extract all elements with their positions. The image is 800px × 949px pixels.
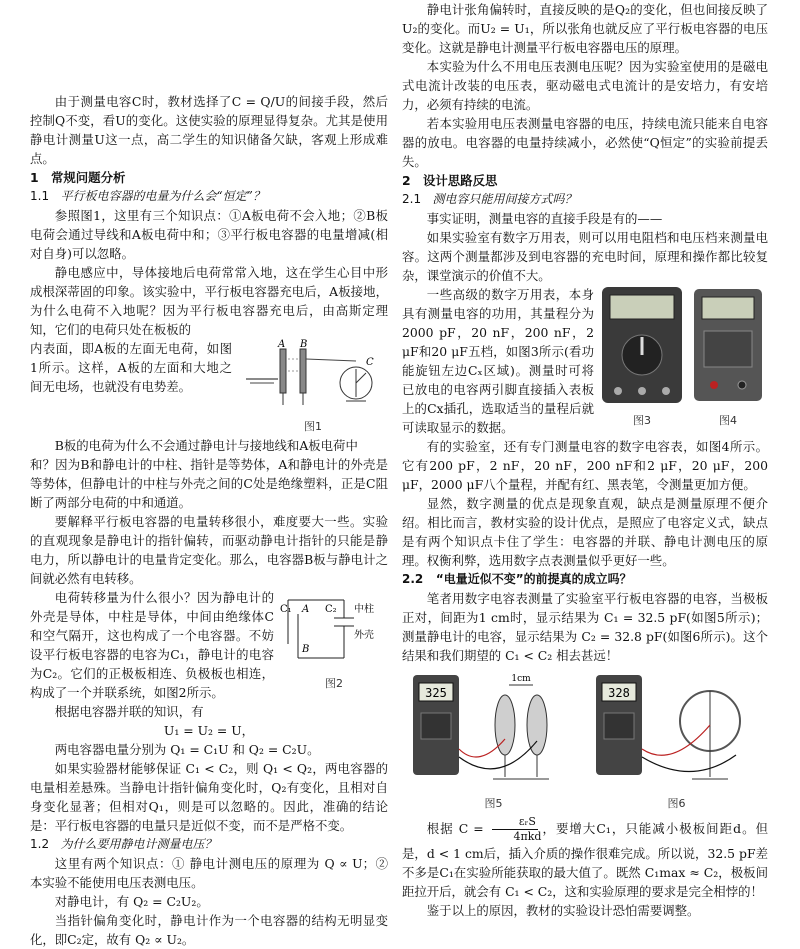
figure-5-reading: 325	[424, 686, 447, 700]
figure-6-caption: 图6	[667, 797, 686, 810]
formula-denominator: 4πkd	[513, 830, 542, 843]
paragraph-r6: 一些高级的数字万用表，本身具有测量电容的功用，其量程分为2000 pF，20 nF，200 nF，2 μF和20 μF五档，如图3所示(看功能旋钮左边Cₓ区域)。测量时可将已放电的电容两引脚直接插入表板上的Cx插孔，选取适当的量程后就可读取显示的数据。	[402, 287, 594, 435]
paragraph-p2b: 内表面，即A板的左面无电荷，如图1所示。这样，A板的左面和大地之间无电场，也就没有电势差。	[30, 341, 232, 394]
figure-4-capacitance-meter	[690, 285, 766, 405]
subsection-1-1-number: 1.1	[30, 189, 50, 203]
paragraph-p6: 根据电容器并联的知识，有	[54, 704, 204, 719]
figure-1-label-a: A	[278, 339, 286, 350]
paragraph-r1: 静电计张角偏转时，直接反映的是Q₂的变化，但也间接反映了U₂的变化。而U₂ = U₁，所以张角也就反应了平行板电容器的电压变化。这就是静电计测量平行板电容器电压的原理。	[402, 2, 768, 55]
figure-2-drawing	[280, 588, 388, 668]
section-1-heading: 1 常规问题分析	[30, 170, 126, 185]
figure-6	[592, 669, 762, 813]
paragraph-p1: 参照图1，这里有三个知识点：①A板电荷不会入地；②B板电荷会通过导线和A板电荷中和；③平行板电容器的电量增减(相对自身)可以忽略。	[30, 208, 388, 261]
subsection-1-1-title: 平行板电容器的电量为什么会“恒定”？	[60, 189, 265, 203]
paragraph-p3b: 和？因为B和静电计的中柱、指针是等势体，A和静电计的外壳是等势体，但静电计的中柱与外壳之间的C处是绝缘塑料，正是C阻断了两部分电荷的中和通道。	[30, 457, 388, 510]
section-2-heading: 2 设计思路反思	[402, 173, 498, 188]
paragraph-r3: 若本实验用电压表测量电容器的电压，持续电流只能来自电容器的放电。电容器的电量持续减小，必然使“Q恒定”的实验前提丢失。	[402, 116, 768, 169]
figure-1-caption: 图1	[304, 420, 322, 433]
figure34-wrap	[402, 285, 768, 437]
subsection-2-1	[402, 190, 768, 209]
figure-3	[600, 285, 684, 437]
paragraph-p11: 当指针偏角变化时，静电计作为一个电容器的结构无明显变化，即C₂定，故有 Q₂ ∝ U₂。	[30, 913, 388, 947]
subsection-2-2	[402, 570, 768, 589]
paragraph-r7: 有的实验室，还有专门测量电容的数字电容表，如图4所示。它有200 pF，2 nF，20 nF，200 nF和2 μF，20 μF，200 μF，2000 μF八个量程，并配有红、黑表笔，令测量更加方便。	[402, 439, 768, 492]
equation-1: U₁ = U₂ = U，	[163, 723, 255, 738]
paragraph-r2: 本实验为什么不用电压表测电压呢？因为实验室使用的是磁电式电流计改装的电压表，驱动磁电式电流计的是安培力，有安培力，必须有持续的电流。	[402, 59, 768, 112]
figure-5-gap-label: 1cm	[510, 674, 531, 684]
right-column	[402, 0, 768, 920]
left-column	[30, 0, 388, 949]
figure-6-reading: 328	[607, 686, 630, 700]
figure-1-label-c: C	[366, 357, 374, 368]
figures-3-4	[600, 285, 768, 437]
paragraph-r4: 事实证明，测量电容的直接手段是有的——	[426, 211, 663, 226]
paragraph-r11: 鉴于以上的原因，教材的实验设计恐怕需要调整。	[426, 903, 700, 918]
formula-numerator: εᵣS	[492, 815, 538, 830]
figure-2-label-c1: C₁	[280, 604, 292, 615]
figure-5-drawing	[409, 669, 579, 789]
paragraph-r10	[402, 815, 768, 901]
paragraph-p2: 静电感应中，导体接地后电荷常常入地，这在学生心目中形成根深蒂固的印象。该实验中，平行板电容器充电后，A板接地，为什么电荷不入地呢？因为平行板电容器充电后，由高斯定理知，它们的电荷只处在板板的	[30, 265, 388, 337]
figure-2-label-mid: 中柱	[354, 604, 374, 615]
paragraph-p3: B板的电荷为什么不会通过静电计与接地线和A板电荷中	[54, 438, 358, 453]
paragraph-p9: 这里有两个知识点：① 静电计测电压的原理为 Q ∝ U；② 本实验不能使用电压表测电压。	[30, 856, 388, 890]
figure-2-caption: 图2	[325, 677, 343, 690]
figure-3-caption: 图3	[633, 414, 651, 427]
figure-1-label-b: B	[300, 339, 308, 350]
paragraph-r8: 显然，数字测量的优点是现象直观，缺点是测量原理不便介绍。相比而言，教材实验的设计优点，是照应了电容定义式，缺点是有两个知识点卡住了学生：电容器的并联、静电计测电压的原理。权衡利弊，选用数字点表测量似乎更好一些。	[402, 496, 768, 568]
figure2-wrap	[30, 588, 388, 702]
subsection-2-1-title: 测电容只能用间接方式吗？	[432, 192, 577, 206]
figure-1	[238, 339, 388, 436]
paragraph-p4: 要解释平行板电容器的电量转移很小，难度要大一些。实验的直观现象是静电计的指针偏转，而驱动静电计指针的只能是静电力，所以静电计的电量肯定变化。那么，电容器B板与静电计之间就必然有电转移。	[30, 514, 388, 586]
subsection-2-1-number: 2.1	[402, 192, 422, 206]
paragraph-r10-prefix: 根据 C =	[426, 821, 484, 836]
figure-2-label-b: B	[302, 644, 310, 655]
paragraph-r5: 如果实验室有数字万用表，则可以用电阻档和电压档来测量电容。这两个测量都涉及到电容器的充电时间，原理和操作都比较复杂，课堂演示的价值不大。	[402, 230, 768, 283]
figure-4	[690, 285, 766, 437]
subsection-1-2	[30, 835, 388, 854]
figure-1-drawing	[238, 339, 388, 411]
figure-6-drawing	[592, 669, 762, 789]
intro-paragraph: 由于测量电容C时，教材选择了C = Q/U的间接手段，然后控制Q不变，看U的变化。这使实验的原理显得复杂。尤其是使用静电计测量U这一点，高二学生的知识储备欠缺，客观上形成难点。	[30, 94, 388, 166]
subsection-1-2-title: 为什么要用静电计测量电压？	[60, 837, 217, 851]
paragraph-r9: 笔者用数字电容表测量了实验室平行板电容器的电容，当极板正对，间距为1 cm时，显示结果为 C₁ = 32.5 pF(如图5所示)；测量静电计的电容，显示结果为 C₂ = 32.8 pF(如图6所示)。这个结果和我们期望的 C₁ < C₂ 相去甚远！	[402, 591, 768, 663]
figure-2-label-a: A	[302, 604, 310, 615]
subsection-2-2-title: “电量近似不变”的前提真的成立吗？	[435, 572, 632, 586]
paragraph-p7: 两电容器电量分别为 Q₁ = C₁U 和 Q₂ = C₂U。	[54, 742, 320, 757]
figure-4-caption: 图4	[719, 414, 737, 427]
paragraph-p10: 对静电计，有 Q₂ = C₂U₂。	[54, 894, 209, 909]
paragraph-p5: 电荷转移量为什么很小？因为静电计的外壳是导体，中柱是导体，中间由绝缘体C和空气隔开，这也构成了一个电容器。不妨设平行板电容器的电容为C₁，静电计的电容为C₂。它们的正极板相连、负极板也相连，构成了一个并联系统，如图2所示。	[30, 590, 274, 700]
figure-3-multimeter	[600, 285, 684, 405]
figures-5-6	[402, 669, 768, 813]
subsection-2-2-number: 2.2	[402, 572, 424, 586]
paragraph-p8: 如果实验器材能够保证 C₁ < C₂，则 Q₁ < Q₂，两电容器的电量相差悬殊。当静电计指针偏角变化时，Q₂有变化，且相对自身变化显著；但相对Q₁，则是可以忽略的。因此，准确的结论是：平行板电容器的电量只是近似不变，而不是严格不变。	[30, 761, 388, 833]
subsection-1-2-number: 1.2	[30, 837, 50, 851]
figure-5-caption: 图5	[484, 797, 503, 810]
figure-2	[280, 588, 388, 702]
formula-fraction	[489, 815, 542, 844]
figure1-wrap	[30, 339, 388, 436]
figure-5	[409, 669, 579, 813]
figure-2-label-outer: 外壳	[354, 630, 374, 641]
subsection-1-1	[30, 187, 388, 206]
figure-2-label-c2: C₂	[325, 604, 337, 615]
paragraph-r10-body: ，要增大C₁，只能减小极板间距d。但是，d < 1 cm后，插入介质的操作很难完成。所以说，32.5 pF差不多是C₁在实验所能获取的最大值了。既然 C₁max ≈ C₂，极板间距拉开后，就会有 C₁ < C₂，这和实验原理的要求是完全相悖的！	[402, 821, 768, 899]
